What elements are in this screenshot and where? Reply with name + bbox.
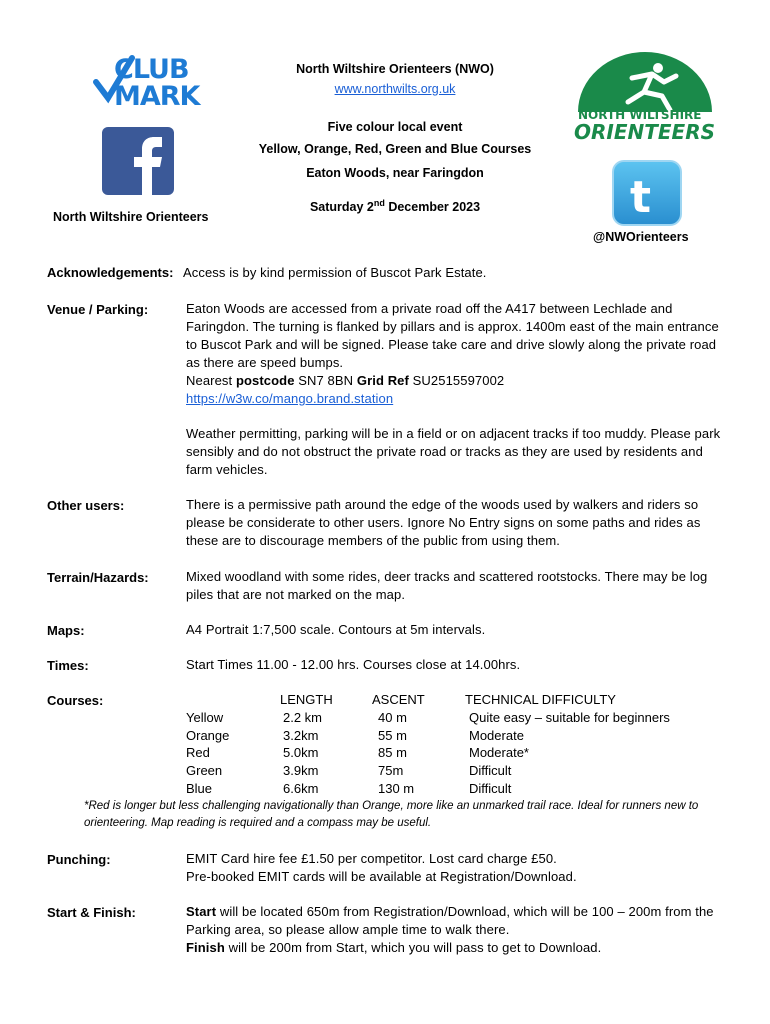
finish-description: will be 200m from Start, which you will pass to get to Download. xyxy=(224,940,602,955)
date-rest: December 2023 xyxy=(384,200,481,215)
course-name: Blue xyxy=(186,780,213,796)
club-name: North Wiltshire Orienteers (NWO) xyxy=(296,62,494,76)
course-name: Green xyxy=(186,763,223,779)
course-ascent: 85 m xyxy=(378,745,407,761)
course-name: Orange xyxy=(186,727,230,743)
course-length: 6.6km xyxy=(283,780,319,796)
course-length: 5.0km xyxy=(283,745,319,761)
svg-text:t: t xyxy=(630,172,652,223)
punching-text xyxy=(186,850,726,886)
start-finish-text xyxy=(186,903,726,957)
course-name: Red xyxy=(186,745,210,761)
header-ascent: ASCENT xyxy=(372,692,425,707)
course-length: 3.9km xyxy=(283,763,319,779)
gridref-label: Grid Ref xyxy=(356,373,409,388)
start-finish-label: Start & Finish: xyxy=(47,905,136,920)
punching-prebooked: Pre-booked EMIT cards will be available at Registration/Download. xyxy=(186,869,577,884)
punching-fee: EMIT Card hire fee £1.50 per competitor. Lost card charge £50. xyxy=(186,851,557,866)
course-ascent: 130 m xyxy=(378,780,415,796)
terrain-label: Terrain/Hazards: xyxy=(47,570,149,585)
finish-bold: Finish xyxy=(186,940,225,955)
postcode-label: postcode xyxy=(235,373,295,388)
course-ascent: 40 m xyxy=(378,709,407,725)
courses-label: Courses: xyxy=(47,693,104,708)
nwo-logo-line1: NORTH WILTSHIRE xyxy=(578,108,702,122)
clubmark-line2: MARK xyxy=(114,81,200,112)
venue-text xyxy=(186,300,726,408)
event-location: Eaton Woods, near Faringdon xyxy=(306,166,484,180)
w3w-link[interactable]: https://w3w.co/mango.brand.station xyxy=(186,391,394,406)
course-difficulty: Difficult xyxy=(469,780,512,796)
ack-label: Acknowledgements: xyxy=(47,265,174,280)
event-header xyxy=(230,62,560,222)
start-description: will be located 650m from Registration/Download, which will be 100 – 200m from the Parking area, so please allow ample time to walk there. xyxy=(186,904,714,937)
gridref-value: SU2515597002 xyxy=(408,373,505,388)
terrain-text: Mixed woodland with some rides, deer tracks and scattered rootstocks. There may be log piles that are not marked on the map. xyxy=(186,569,708,602)
facebook-caption: North Wiltshire Orienteers xyxy=(53,210,209,224)
maps-text: A4 Portrait 1:7,500 scale. Contours at 5m intervals. xyxy=(186,622,486,637)
courses-line: Yellow, Orange, Red, Green and Blue Courses xyxy=(258,142,532,156)
course-difficulty: Moderate* xyxy=(469,745,529,761)
course-ascent: 55 m xyxy=(378,727,407,743)
ack-text: Access is by kind permission of Buscot Park Estate. xyxy=(183,265,487,280)
course-difficulty: Moderate xyxy=(469,727,524,743)
course-difficulty: Quite easy – suitable for beginners xyxy=(469,709,670,725)
venue-description: Eaton Woods are accessed from a private road off the A417 between Lechlade and Faringdon. The turning is flanked by pillars and is approx. 1400m east of the main entrance to Buscot Park and will be signed. Please take care and drive slowly along the private road as there are speed bumps. xyxy=(186,301,719,370)
times-text: Start Times 11.00 - 12.00 hrs. Courses close at 14.00hrs. xyxy=(186,657,521,672)
clubmark-logo xyxy=(92,52,200,114)
other-label: Other users: xyxy=(47,498,125,513)
twitter-handle: @NWOrienteers xyxy=(593,230,689,244)
maps-label: Maps: xyxy=(47,623,85,638)
event-type: Five colour local event xyxy=(327,120,463,134)
punching-label: Punching: xyxy=(47,852,111,867)
facebook-icon[interactable] xyxy=(102,127,174,195)
course-length: 3.2km xyxy=(283,727,319,743)
times-label: Times: xyxy=(47,658,89,673)
venue-label: Venue / Parking: xyxy=(47,302,149,317)
postcode-value: SN7 8BN xyxy=(294,373,357,388)
venue-nearest: Nearest xyxy=(186,373,236,388)
course-name: Yellow xyxy=(186,709,224,725)
website-wrap xyxy=(230,82,560,96)
header-difficulty: TECHNICAL DIFFICULTY xyxy=(465,692,616,707)
other-text: There is a permissive path around the edge of the woods used by walkers and riders so please be considerate to other users. Ignore No Entry signs on some paths and rides as these are to discourage members of the public from using them. xyxy=(186,497,701,548)
twitter-icon[interactable] xyxy=(612,160,682,226)
header-length: LENGTH xyxy=(280,692,333,707)
course-ascent: 75m xyxy=(378,763,404,779)
nwo-logo xyxy=(572,52,718,144)
event-date xyxy=(230,198,560,214)
date-sup: nd xyxy=(373,198,385,208)
date-day: Saturday 2 xyxy=(309,200,374,215)
parking-text: Weather permitting, parking will be in a field or on adjacent tracks if too muddy. Please park sensibly and do not obstruct the private road or tracks as they are used by residents and farm vehicles. xyxy=(186,426,721,477)
orienteer-runner-icon xyxy=(572,52,718,114)
courses-note: *Red is longer but less challenging navigationally than Orange, more like an unmarked trail race. Ideal for runners new to orienteering. Map reading is required and a compass may be useful. xyxy=(84,800,699,829)
nwo-logo-line2: ORIENTEERS xyxy=(574,120,716,144)
course-length: 2.2 km xyxy=(283,709,323,725)
start-bold: Start xyxy=(186,904,217,919)
website-link[interactable]: www.northwilts.org.uk xyxy=(334,82,456,96)
course-difficulty: Difficult xyxy=(469,763,512,779)
clubmark-line1: CLUB xyxy=(114,54,189,85)
